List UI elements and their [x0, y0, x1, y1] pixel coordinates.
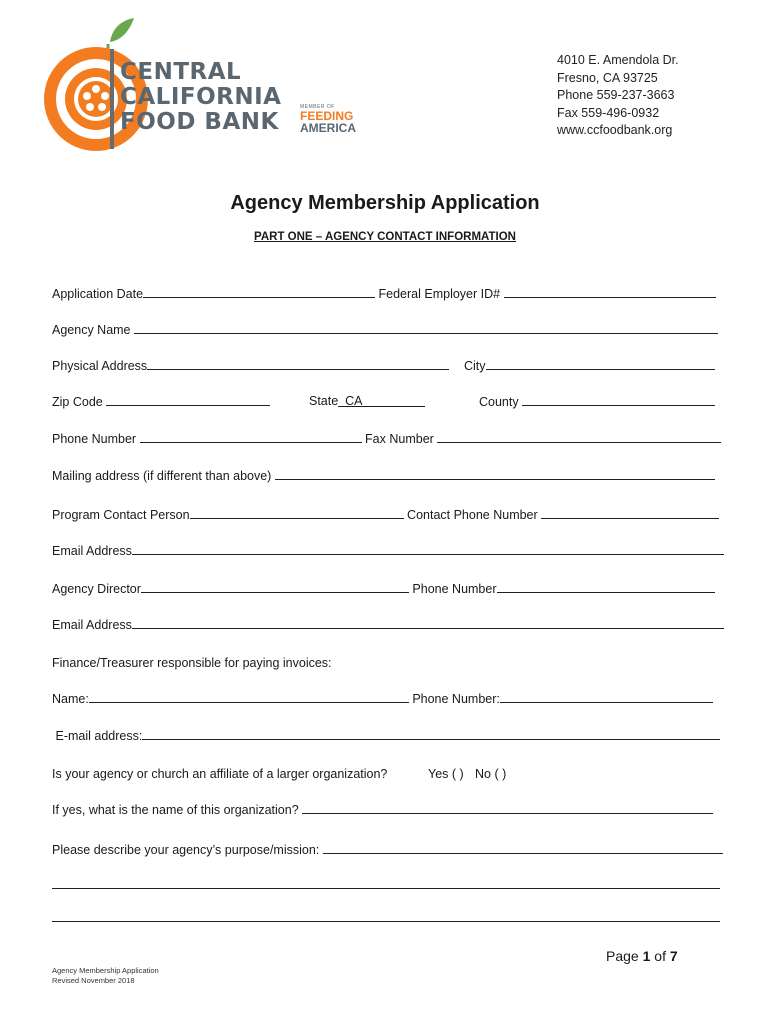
program-contact-row[interactable]: Program Contact Person Contact Phone Number [52, 506, 719, 523]
finance-name-row[interactable]: Name: Phone Number: [52, 690, 713, 707]
mailing-address-field[interactable]: Mailing address (if different than above) [52, 467, 715, 484]
page-title: Agency Membership Application [230, 192, 540, 214]
city-field[interactable]: City [464, 357, 715, 374]
agency-director-row[interactable]: Agency Director Phone Number [52, 580, 715, 597]
county-field[interactable]: County [479, 393, 715, 410]
state-field[interactable]: State CA [309, 394, 363, 408]
mission-field[interactable]: Please describe your agency’s purpose/mission: [52, 841, 723, 858]
agency-name-field[interactable]: Agency Name [52, 321, 718, 338]
mission-line-3[interactable] [52, 921, 720, 922]
org-name-field[interactable]: If yes, what is the name of this organization? [52, 801, 713, 818]
feeding-america-badge: MEMBER OF FEEDING AMERICA [300, 104, 356, 135]
finance-heading: Finance/Treasurer responsible for paying invoices: [52, 656, 332, 670]
yes-option[interactable]: Yes ( ) [428, 767, 464, 781]
application-date-field[interactable]: Application Date Federal Employer ID# [52, 285, 716, 302]
org-address: 4010 E. Amendola Dr. Fresno, CA 93725 Phone 559-237-3663 Fax 559-496-0932 www.ccfoodbank.org [557, 53, 679, 137]
no-option[interactable]: No ( ) [475, 767, 507, 781]
affiliate-question: Is your agency or church an affiliate of a larger organization? [52, 767, 388, 781]
logo-wordmark: CENTRAL CALIFORNIA FOOD BANK [120, 59, 282, 135]
phone-fax-row[interactable]: Phone Number Fax Number [52, 430, 721, 447]
email-field-1[interactable]: Email Address [52, 542, 724, 559]
physical-address-field[interactable]: Physical Address [52, 357, 449, 374]
section-subtitle: PART ONE – AGENCY CONTACT INFORMATION [254, 231, 516, 243]
email-field-2[interactable]: Email Address [52, 616, 724, 633]
finance-email-field[interactable]: E-mail address: [52, 727, 720, 744]
page-number: Page 1 of 7 [606, 948, 678, 964]
zip-code-field[interactable]: Zip Code [52, 393, 270, 410]
mission-line-2[interactable] [52, 888, 720, 889]
document-footer: Agency Membership Application Revised November 2018 [52, 966, 159, 985]
